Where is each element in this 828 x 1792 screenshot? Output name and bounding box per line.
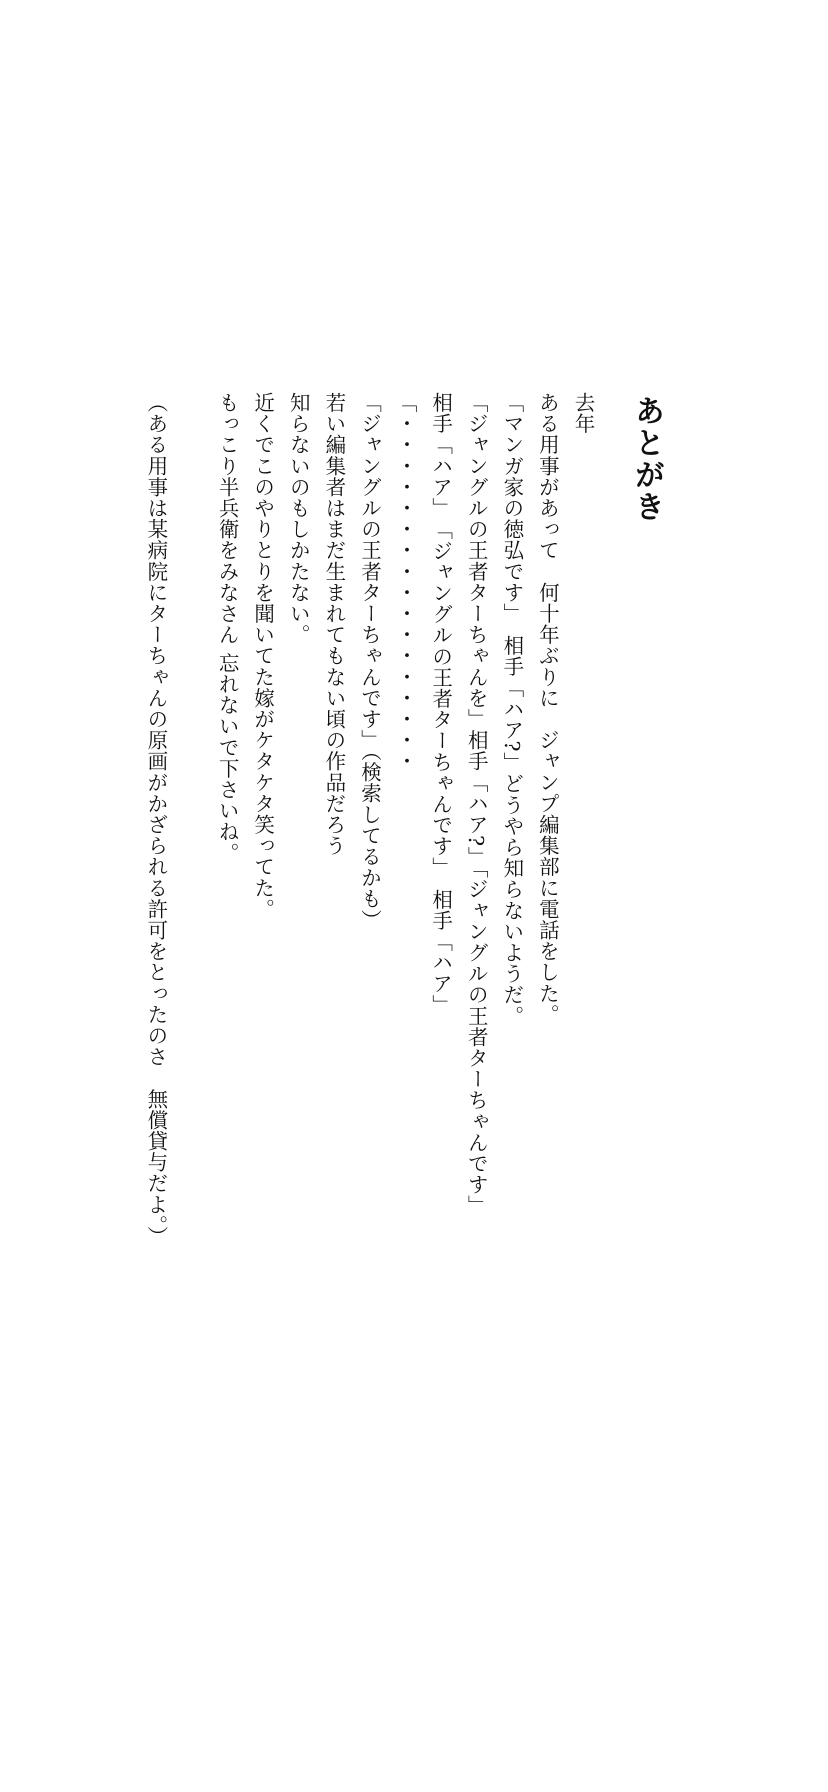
text-line: 「ジャングルの王者ターちゃんを」相手「ハア?」「ジャングルの王者ターちゃんです」: [464, 392, 489, 1217]
text-line: もっこり半兵衛をみなさん 忘れないで下さいね。: [215, 392, 240, 864]
text-line: 相手「ハア」 「ジャングルの王者ターちゃんです」 相手「ハア」: [428, 392, 453, 1016]
text-line: 「・・・・・・・・・・・・・・・・・: [393, 392, 418, 772]
blank-line: [173, 392, 209, 1252]
text-line: 「マンガ家の徳弘です」 相手「ハア?」どうやら知らないようだ。: [499, 392, 524, 1027]
text-line: ある用事があって 何十年ぶりに ジャンプ編集部に電話をした。: [535, 392, 560, 1025]
afterword-title: あとがき: [629, 395, 664, 523]
text-line: 近くでこのやりとりを聞いてた嫁がケタケタ笑ってた。: [250, 392, 275, 920]
text-line: 去年: [571, 392, 595, 435]
afterword-body: [143, 392, 600, 1252]
text-line: （ある用事は某病院にターちゃんの原画がかざられる許可をとったのさ 無償貸与だよ。）: [143, 392, 168, 1247]
text-line: 知らないのもしかたない。: [286, 392, 311, 646]
text-line: 若い編集者はまだ生まれてもない頃の作品だろう: [321, 392, 346, 857]
text-line: 「ジャングルの王者ターちゃんです」（検索してるかも）: [357, 392, 382, 931]
